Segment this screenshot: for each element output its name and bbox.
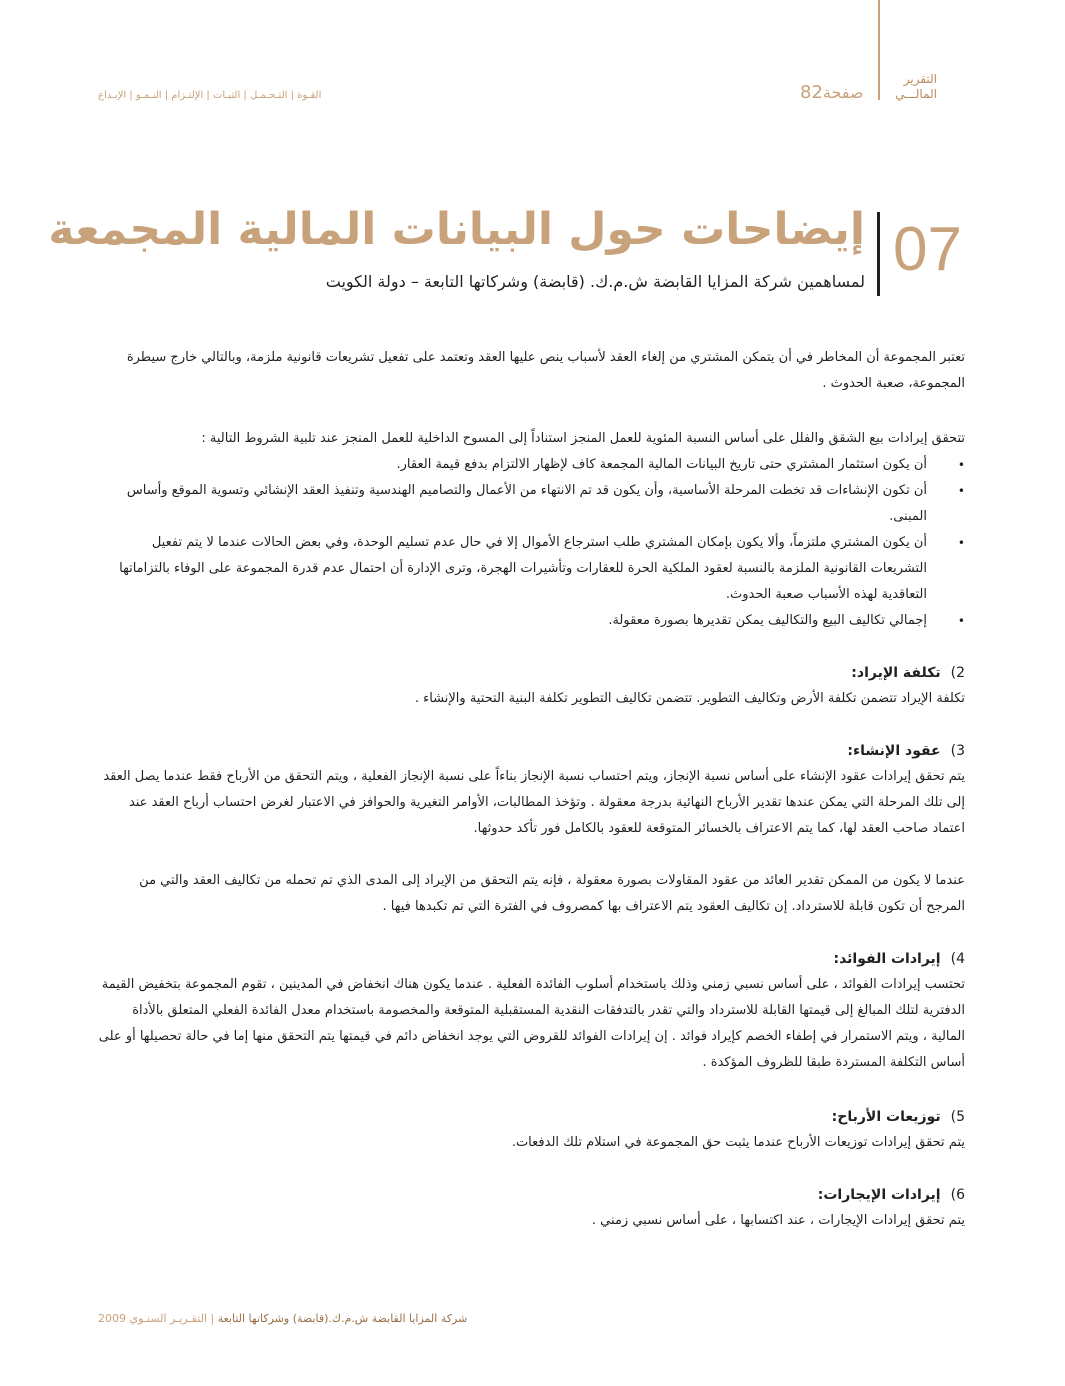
section-heading xyxy=(98,1182,965,1208)
section-heading-text: تكلفة الإيراد: xyxy=(851,665,941,681)
list-item: • أن يكون استثمار المشتري حتى تاريخ البيانات المالية المجمعة كاف لإظهار الالتزام بدفع قيمة العقار. xyxy=(98,452,965,478)
report-label-line1: التقرير xyxy=(903,72,937,86)
footer-report: التقـريـر السنـوي 2009 xyxy=(98,1312,207,1325)
page-subtitle: لمساهمين شركة المزايا القابضة ش.م.ك. (قابضة) وشركاتها التابعة – دولة الكويت xyxy=(325,272,865,291)
section-interest-income xyxy=(98,946,965,1076)
conditions-list xyxy=(98,452,965,634)
section-heading-text: عقود الإنشاء: xyxy=(847,743,941,759)
report-label-line2: المالـــي xyxy=(895,87,937,101)
section-paragraph: تكلفة الإيراد تتضمن تكلفة الأرض وتكاليف التطوير. تتضمن تكاليف التطوير تكلفة البنية التحتية والإنشاء . xyxy=(414,691,965,706)
section-rental-income xyxy=(98,1182,965,1234)
page-number: 82 xyxy=(800,82,823,103)
section-paragraph: يتم تحقق إيرادات توزيعات الأرباح عندما يثبت حق المجموعة في استلام تلك الدفعات. xyxy=(511,1135,965,1150)
section-heading xyxy=(98,946,965,972)
header-tagline: القـوة | التـحـمـل | الثبـات | الإلتـزام | النـمـو | الإبـداع xyxy=(98,90,322,101)
section-divider xyxy=(877,212,880,296)
section-heading xyxy=(98,660,965,686)
section-heading xyxy=(98,1104,965,1130)
section-cost-of-revenue xyxy=(98,660,965,712)
section-paragraph: تحتسب إيرادات الفوائد ، على أساس نسبي زمني وذلك باستخدام أسلوب الفائدة الفعلية . عندما يكون هناك انخفاض في المدينين ، تقوم المجموعة بتخفيض القيمة الدفترية لتلك المبالغ إلى قيمتها القابلة للاسترداد والتي تقدر بالتدفقات النقدية المستقبلية المتوقعة والمخصومة باستخدام معدل الفائدة الفعلي المتعلق بالأداة المالية ، ويتم الاستمرار في إطفاء الخصم كإيراد فوائد . إن إيرادات الفوائد للقروض التي يوجد انخفاض دائم في قيمتها يتم التحقق منها إما في حالة تحصيلها أو على أساس التكلفة المستردة طبقا للظروف المؤكدة . xyxy=(98,977,965,1070)
report-label xyxy=(867,72,937,102)
section-heading-number: 3) xyxy=(950,743,965,759)
section-paragraph: يتم تحقق إيرادات الإيجارات ، عند اكتسابها ، على أساس نسبي زمني . xyxy=(591,1213,965,1228)
section-heading-number: 2) xyxy=(950,665,965,681)
list-item: • أن يكون المشتري ملتزماً، وألا يكون بإمكان المشتري طلب استرجاع الأموال إلا في حال عدم تسليم الوحدة، وفي بعض الحالات عندما لا يتم تفعيل التشريعات القانونية الملزمة بالنسبة لعقود الملكية الحرة للعقارات وتأشيرات الهجرة، وترى الإدارة أن احتمال عدم قدرة المجموعة على الوفاء بالتزاماتها التعاقدية لهذه الأسباب صعبة الحدوث. xyxy=(98,530,965,608)
section-construction-contracts xyxy=(98,738,965,920)
section-dividends xyxy=(98,1104,965,1156)
page-word: صفحة xyxy=(822,83,864,102)
section-heading-text: إيرادات الفوائد: xyxy=(833,951,941,967)
section-heading xyxy=(98,738,965,764)
section-heading-number: 6) xyxy=(950,1187,965,1203)
section-heading-number: 5) xyxy=(950,1109,965,1125)
section-number: 07 xyxy=(893,215,962,284)
footer-company: شركة المزايا القابضة ش.م.ك.(قابضة) وشركاتها التابعة xyxy=(217,1312,468,1325)
section-heading-number: 4) xyxy=(950,951,965,967)
page-title: إيضاحات حول البيانات المالية المجمعة xyxy=(48,204,865,255)
list-item: • أن تكون الإنشاءات قد تخطت المرحلة الأساسية، وأن يكون قد تم الانتهاء من الأعمال والتصاميم الهندسية وتنفيذ العقد الإنشائي وتسوية الموقع وأساس المبنى. xyxy=(98,478,965,530)
intro-paragraph: تعتبر المجموعة أن المخاطر في أن يتمكن المشتري من إلغاء العقد لأسباب ينص عليها العقد وتعتمد على تفعيل تشريعات قانونية ملزمة، وبالتالي خارج سيطرة المجموعة، صعبة الحدوث . xyxy=(126,350,965,391)
list-item: • إجمالي تكاليف البيع والتكاليف يمكن تقديرها بصورة معقولة. xyxy=(98,608,965,634)
page-footer: شركة المزايا القابضة ش.م.ك.(قابضة) وشركاتها التابعة | التقـريـر السنـوي 2009 xyxy=(98,1312,468,1325)
intro-block xyxy=(98,345,965,397)
section-heading-text: إيرادات الإيجارات: xyxy=(817,1187,941,1203)
conditions-block xyxy=(98,426,965,634)
section-paragraph: عندما لا يكون من الممكن تقدير العائد من عقود المقاولات بصورة معقولة ، فإنه يتم التحقق من الإيراد إلى المدى الذي تم تحمله من تكاليف العقد والتي من المرجح أن تكون قابلة للاسترداد. إن تكاليف العقود يتم الاعتراف بها كمصروف في الفترة التي تم تكبدها فيها . xyxy=(139,873,965,914)
section-heading-text: توزيعات الأرباح: xyxy=(831,1109,941,1125)
section-paragraph: يتم تحقق إيرادات عقود الإنشاء على أساس نسبة الإنجاز، ويتم احتساب نسبة الإنجاز بناءاً على نسبة الإنجاز الفعلية ، ويتم التحقق من الأرباح فقط عندما يصل العقد إلى تلك المرحلة التي يمكن عندها تقدير الأرباح النهائية بدرجة معقولة . وتؤخذ المطالبات، الأوامر التغيرية والحوافز في الاعتبار لغرض احتساب أرباح العقد عند اعتماد صاحب العقد لها، كما يتم الاعتراف بالخسائر المتوقعة للعقود بالكامل فور تأكد حدوثها. xyxy=(103,769,965,836)
conditions-lead: تتحقق إيرادات بيع الشقق والفلل على أساس النسبة المئوية للعمل المنجز استناداً إلى المسوح الداخلية للعمل المنجز عند تلبية الشروط التالية : xyxy=(201,431,965,446)
page-indicator xyxy=(800,82,864,103)
